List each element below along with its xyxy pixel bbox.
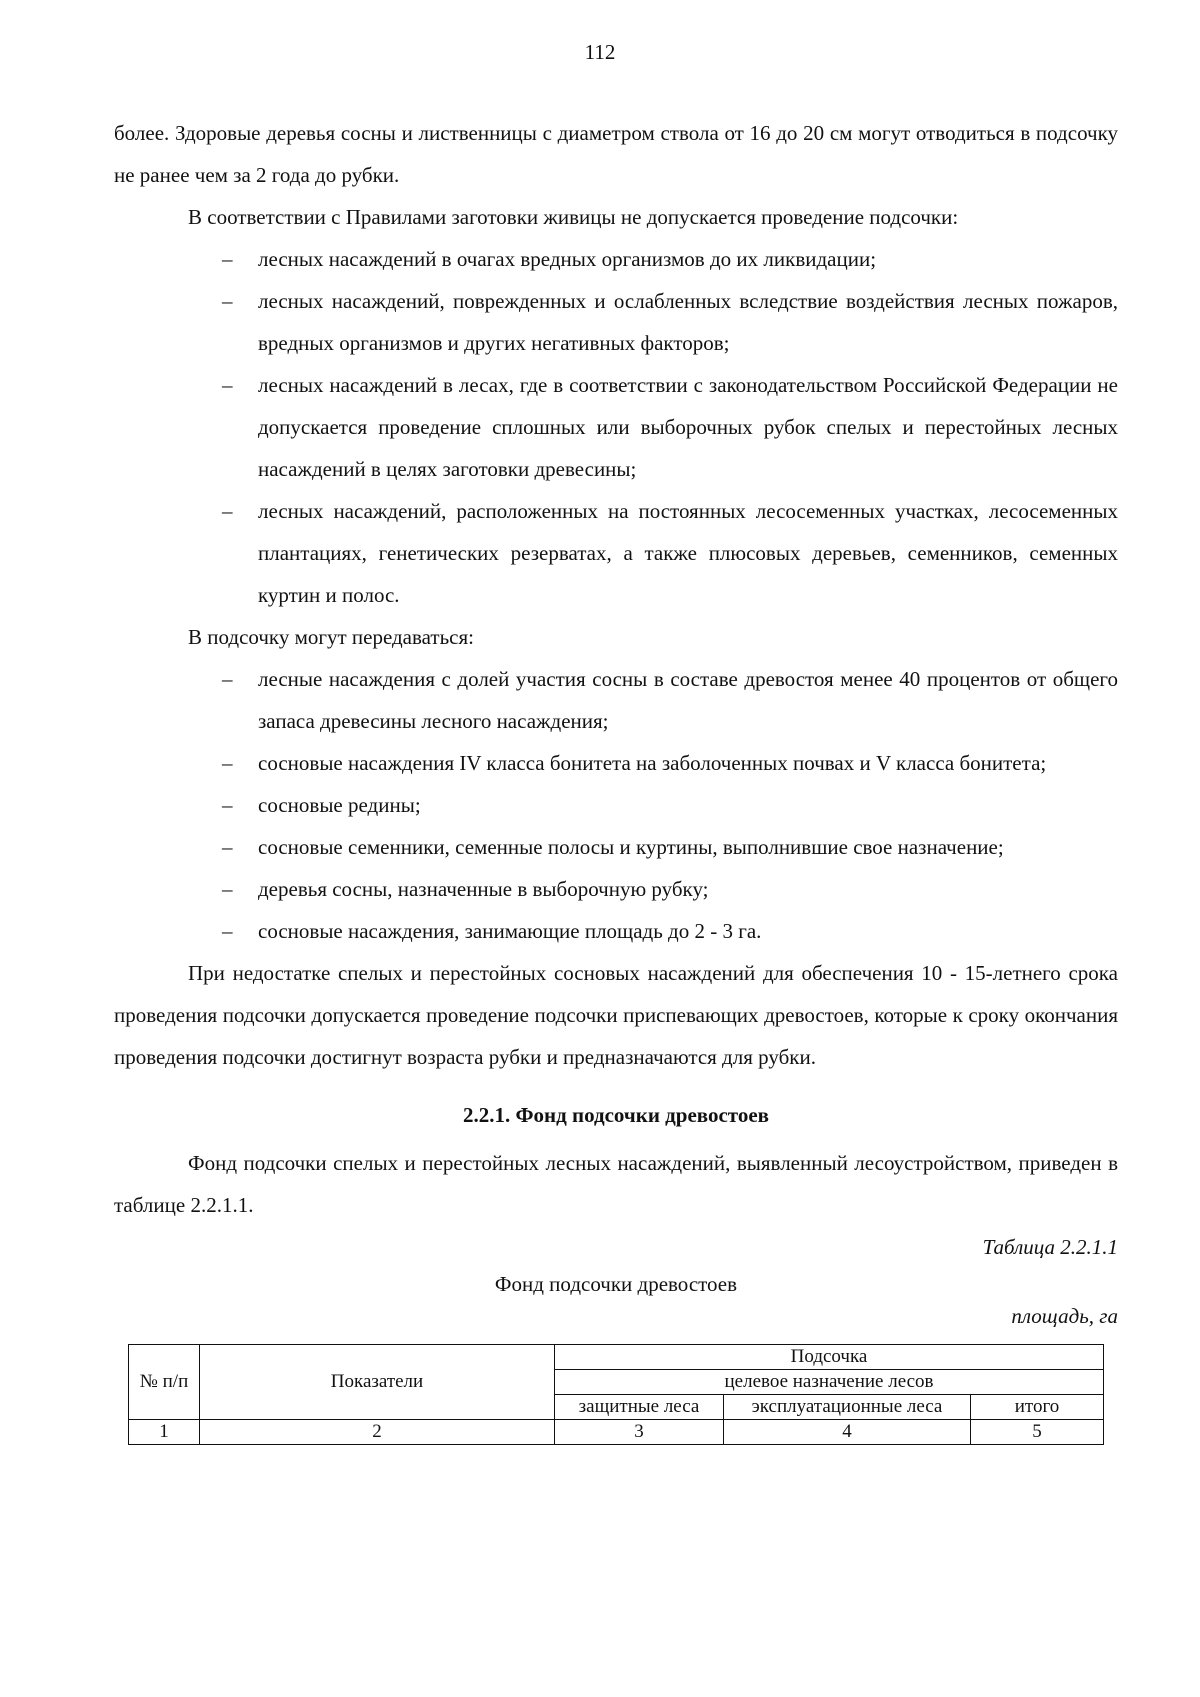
list-item-text: лесных насаждений в лесах, где в соответствии с законодательством Российской Федерации не допускается проведение сплошных или выборочных рубок спелых и перестойных лесных насаждений в целях заготовки древесины; — [258, 373, 1118, 481]
list-item — [114, 910, 1118, 952]
list-item-text: лесных насаждений, расположенных на постоянных лесосеменных участках, лесосеменных плантациях, генетических резерватах, а также плюсовых деревьев, семенников, семенных куртин и полос. — [258, 499, 1118, 607]
fund-table — [128, 1344, 1104, 1445]
page-number: 112 — [584, 40, 616, 64]
table-unit: площадь, га — [1011, 1304, 1118, 1328]
table-cell: 2 — [200, 1420, 555, 1445]
paragraph-allowed-lead: В подсочку могут передаваться: — [188, 625, 474, 649]
list-item-text: сосновые семенники, семенные полосы и куртины, выполнившие свое назначение; — [258, 835, 1004, 859]
dash-marker: – — [222, 373, 233, 397]
list-item-text: лесных насаждений, поврежденных и ослабленных вследствие воздействия лесных пожаров, вредных организмов и других негативных факторов; — [258, 289, 1118, 355]
dash-marker: – — [222, 793, 233, 817]
list-item — [114, 826, 1118, 868]
table-cell: 4 — [724, 1420, 971, 1445]
dash-marker: – — [222, 835, 233, 859]
document-body — [114, 112, 1118, 1445]
header-protective: защитные леса — [555, 1395, 724, 1420]
dash-marker: – — [222, 247, 233, 271]
paragraph-intro: более. Здоровые деревья сосны и лиственницы с диаметром ствола от 16 до 20 см могут отводиться в подсочку не ранее чем за 2 года до рубки. — [114, 121, 1118, 187]
dash-marker: – — [222, 751, 233, 775]
list-item — [114, 280, 1118, 364]
table-title: Фонд подсочки древостоев — [494, 1272, 738, 1296]
list-item — [114, 868, 1118, 910]
dash-marker: – — [222, 919, 233, 943]
dash-marker: – — [222, 499, 233, 523]
section-heading: 2.2.1. Фонд подсочки древостоев — [462, 1103, 770, 1127]
header-total: итого — [971, 1395, 1104, 1420]
prohibited-list — [114, 238, 1118, 616]
paragraph-shortage: При недостатке спелых и перестойных сосновых насаждений для обеспечения 10 - 15-летнего срока проведения подсочки допускается проведение подсочки приспевающих древостоев, которые к сроку окончания проведения подсочки достигнут возраста рубки и предназначаются для рубки. — [114, 961, 1118, 1069]
list-item — [114, 490, 1118, 616]
table-header-row — [129, 1345, 1104, 1370]
list-item-text: сосновые насаждения, занимающие площадь до 2 - 3 га. — [258, 919, 762, 943]
table-cell: 3 — [555, 1420, 724, 1445]
list-item-text: лесных насаждений в очагах вредных организмов до их ликвидации; — [258, 247, 877, 271]
table-cell: 1 — [129, 1420, 200, 1445]
table-label: Таблица 2.2.1.1 — [982, 1235, 1118, 1259]
table-cell: 5 — [971, 1420, 1104, 1445]
list-item — [114, 658, 1118, 742]
paragraph-rules-lead: В соответствии с Правилами заготовки живицы не допускается проведение подсочки: — [188, 205, 959, 229]
list-item — [114, 238, 1118, 280]
paragraph-fund-intro: Фонд подсочки спелых и перестойных лесных насаждений, выявленный лесоустройством, приведен в таблице 2.2.1.1. — [114, 1151, 1118, 1217]
allowed-list — [114, 658, 1118, 952]
list-item — [114, 742, 1118, 784]
list-item-text: деревья сосны, назначенные в выборочную рубку; — [258, 877, 709, 901]
list-item-text: сосновые насаждения IV класса бонитета на заболоченных почвах и V класса бонитета; — [258, 751, 1047, 775]
header-operational: эксплуатационные леса — [724, 1395, 971, 1420]
header-tapping: Подсочка — [555, 1345, 1104, 1370]
dash-marker: – — [222, 667, 233, 691]
table-row — [129, 1420, 1104, 1445]
header-purpose: целевое назначение лесов — [555, 1370, 1104, 1395]
dash-marker: – — [222, 877, 233, 901]
list-item-text: сосновые редины; — [258, 793, 421, 817]
dash-marker: – — [222, 289, 233, 313]
header-indicators: Показатели — [200, 1345, 555, 1420]
header-num: № п/п — [129, 1345, 200, 1420]
list-item-text: лесные насаждения с долей участия сосны в составе древостоя менее 40 процентов от общего запаса древесины лесного насаждения; — [258, 667, 1118, 733]
list-item — [114, 364, 1118, 490]
list-item — [114, 784, 1118, 826]
